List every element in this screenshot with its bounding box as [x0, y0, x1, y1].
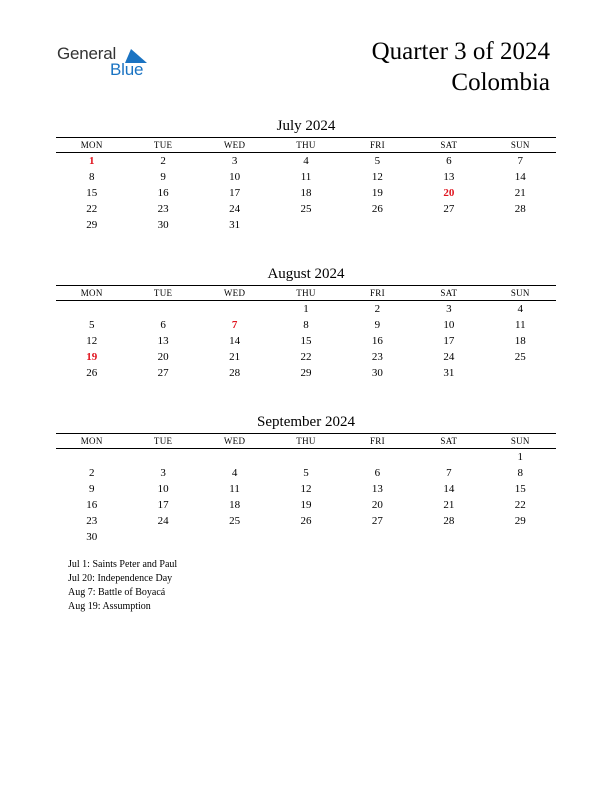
day-cell: 12: [300, 483, 312, 495]
day-cell: 5: [88, 319, 95, 331]
logo-text-general: General: [57, 44, 117, 63]
day-cell: 6: [446, 155, 452, 167]
day-cell: 27: [157, 367, 169, 379]
day-cell: 31: [229, 219, 241, 231]
day-cell: 25: [300, 203, 312, 215]
day-cell: 22: [86, 203, 98, 215]
day-cell: 16: [157, 187, 169, 199]
weekday-label: SUN: [510, 436, 530, 446]
day-cell: 18: [229, 499, 241, 511]
holiday-day-cell: 1: [88, 155, 95, 167]
day-cell: 14: [229, 335, 241, 347]
day-cell: 1: [517, 451, 524, 463]
empty-cell: [413, 449, 484, 465]
day-cell: 2: [160, 155, 166, 167]
day-cell: 22: [514, 499, 526, 511]
month-title: September 2024: [257, 414, 355, 430]
day-cell: 30: [371, 367, 383, 379]
day-cell: 2: [88, 467, 95, 479]
day-cell: 16: [86, 499, 98, 511]
day-cell: 20: [371, 499, 383, 511]
day-cell: 10: [443, 319, 455, 331]
empty-cell: [127, 449, 198, 465]
day-cell: 26: [86, 367, 98, 379]
weekday-label: FRI: [369, 288, 385, 298]
day-cell: 17: [229, 187, 241, 199]
day-cell: 27: [443, 203, 455, 215]
day-cell: 5: [374, 155, 381, 167]
day-cell: 7: [446, 467, 452, 479]
day-cell: 5: [303, 467, 309, 479]
day-cell: 11: [229, 483, 240, 495]
weekday-label: WED: [223, 288, 246, 298]
day-cell: 1: [303, 303, 309, 315]
day-grid: [56, 153, 556, 233]
day-cell: 11: [514, 319, 526, 331]
holiday-day-cell: 20: [443, 187, 455, 199]
day-cell: 2: [374, 303, 381, 315]
holiday-note: Aug 19: Assumption: [68, 601, 151, 612]
day-cell: 26: [371, 203, 383, 215]
day-cell: 17: [157, 499, 169, 511]
holiday-note: Aug 7: Battle of Boyacá: [68, 587, 166, 598]
weekday-label: SAT: [440, 436, 458, 446]
day-cell: 29: [86, 219, 98, 231]
day-cell: 13: [443, 171, 455, 183]
day-cell: 29: [300, 367, 312, 379]
holiday-day-cell: 19: [86, 351, 98, 363]
day-cell: 21: [229, 351, 241, 363]
day-cell: 3: [446, 303, 452, 315]
day-cell: 18: [514, 335, 526, 347]
logo-text-blue: Blue: [110, 60, 144, 79]
day-cell: 24: [157, 515, 169, 527]
weekday-header: [56, 433, 556, 449]
empty-cell: [199, 449, 270, 465]
day-cell: 19: [371, 187, 383, 199]
empty-cell: [127, 301, 198, 317]
month-july: [56, 117, 556, 233]
weekday-header: [56, 285, 556, 301]
day-cell: 14: [443, 483, 455, 495]
day-cell: 25: [229, 515, 241, 527]
weekday-label: TUE: [153, 288, 173, 298]
day-cell: 3: [231, 155, 238, 167]
empty-cell: [56, 301, 127, 317]
day-cell: 28: [514, 203, 526, 215]
day-cell: 10: [229, 171, 241, 183]
day-cell: 24: [443, 351, 455, 363]
day-cell: 20: [157, 351, 169, 363]
day-cell: 23: [157, 203, 169, 215]
day-cell: 15: [300, 335, 312, 347]
day-cell: 21: [443, 499, 455, 511]
day-cell: 29: [514, 515, 526, 527]
weekday-label: THU: [296, 140, 316, 150]
day-cell: 4: [303, 155, 309, 167]
day-cell: 9: [88, 483, 95, 495]
day-cell: 12: [86, 335, 98, 347]
day-cell: 17: [443, 335, 455, 347]
weekday-label: SUN: [510, 140, 530, 150]
weekday-label: THU: [296, 288, 316, 298]
holiday-note: Jul 20: Independence Day: [68, 573, 173, 584]
month-title: August 2024: [267, 266, 345, 282]
logo: [57, 42, 167, 82]
weekday-label: WED: [223, 436, 246, 446]
day-cell: 27: [371, 515, 383, 527]
day-cell: 8: [517, 467, 524, 479]
holiday-day-cell: 7: [231, 319, 238, 331]
weekday-header: [56, 137, 556, 153]
page-title: [372, 36, 550, 98]
day-cell: 15: [86, 187, 98, 199]
day-cell: 12: [371, 171, 383, 183]
day-grid: [56, 301, 556, 381]
weekday-label: SAT: [440, 140, 458, 150]
weekday-label: SAT: [440, 288, 458, 298]
day-grid: [56, 449, 556, 545]
empty-cell: [56, 449, 127, 465]
weekday-label: TUE: [153, 436, 173, 446]
day-cell: 9: [160, 171, 166, 183]
quarter-title: Quarter 3 of 2024: [371, 38, 550, 65]
day-cell: 14: [514, 171, 526, 183]
day-cell: 28: [229, 367, 241, 379]
day-cell: 13: [157, 335, 169, 347]
day-cell: 18: [300, 187, 312, 199]
month-title: July 2024: [276, 118, 336, 134]
day-cell: 25: [514, 351, 526, 363]
weekday-label: MON: [80, 436, 103, 446]
day-cell: 30: [86, 531, 98, 543]
day-cell: 19: [300, 499, 312, 511]
day-cell: 8: [303, 319, 309, 331]
day-cell: 21: [514, 187, 526, 199]
day-cell: 3: [160, 467, 166, 479]
weekday-label: MON: [80, 288, 103, 298]
day-cell: 11: [300, 171, 312, 183]
day-cell: 9: [374, 319, 381, 331]
day-cell: 23: [86, 515, 98, 527]
empty-cell: [270, 449, 341, 465]
day-cell: 31: [443, 367, 455, 379]
day-cell: 6: [160, 319, 166, 331]
weekday-label: SUN: [510, 288, 530, 298]
day-cell: 16: [371, 335, 383, 347]
day-cell: 10: [157, 483, 169, 495]
day-cell: 22: [300, 351, 312, 363]
holiday-notes: [68, 558, 177, 614]
day-cell: 24: [229, 203, 241, 215]
day-cell: 30: [157, 219, 169, 231]
day-cell: 7: [517, 155, 524, 167]
country-title: Colombia: [451, 69, 550, 96]
day-cell: 4: [517, 303, 524, 315]
holiday-note: Jul 1: Saints Peter and Paul: [68, 559, 178, 570]
day-cell: 13: [371, 483, 383, 495]
day-cell: 6: [374, 467, 381, 479]
day-cell: 15: [514, 483, 526, 495]
day-cell: 8: [88, 171, 95, 183]
day-cell: 4: [231, 467, 238, 479]
weekday-label: FRI: [369, 140, 385, 150]
empty-cell: [342, 449, 413, 465]
weekday-label: FRI: [369, 436, 385, 446]
weekday-label: TUE: [153, 140, 173, 150]
weekday-label: MON: [80, 140, 103, 150]
month-september: [56, 413, 556, 545]
weekday-label: WED: [223, 140, 246, 150]
day-cell: 26: [300, 515, 312, 527]
day-cell: 28: [443, 515, 455, 527]
empty-cell: [199, 301, 270, 317]
month-august: [56, 265, 556, 381]
day-cell: 23: [371, 351, 383, 363]
weekday-label: THU: [296, 436, 316, 446]
